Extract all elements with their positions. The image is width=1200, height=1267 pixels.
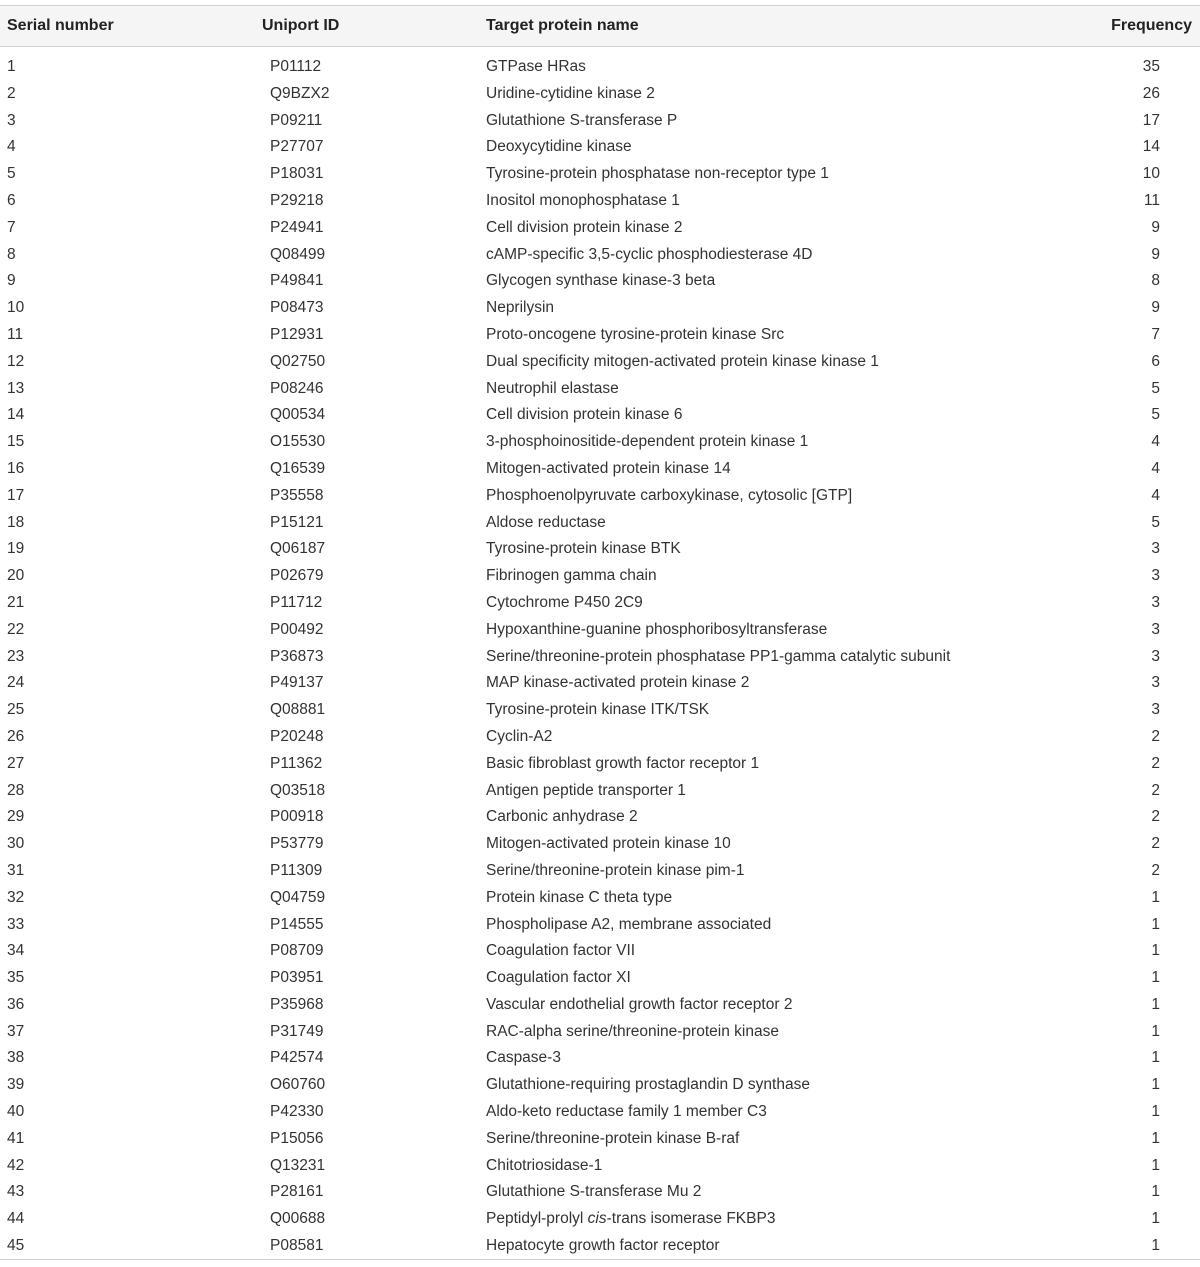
protein-name-cell: cAMP-specific 3,5-cyclic phosphodiesterase 4D: [486, 245, 813, 263]
protein-name-cell: Aldose reductase: [486, 513, 606, 531]
uniprot-id-cell: P00918: [270, 808, 324, 826]
protein-name-cell: Glycogen synthase kinase-3 beta: [486, 272, 716, 290]
serial-cell: 20: [7, 567, 25, 585]
serial-cell: 32: [7, 888, 25, 906]
table-row: [0, 1045, 1200, 1072]
table-row: [0, 912, 1200, 939]
frequency-cell: 7: [1151, 325, 1160, 343]
serial-cell: 11: [7, 325, 24, 343]
uniprot-id-cell: O60760: [270, 1076, 326, 1094]
protein-name-cell: MAP kinase-activated protein kinase 2: [486, 674, 750, 692]
protein-name-cell: Neutrophil elastase: [486, 379, 619, 397]
serial-cell: 34: [7, 942, 25, 960]
uniprot-id-cell: Q04759: [270, 888, 326, 906]
serial-cell: 2: [7, 84, 16, 102]
table-header-row: [0, 5, 1200, 47]
frequency-cell: 5: [1151, 406, 1160, 424]
uniprot-id-cell: Q9BZX2: [270, 84, 330, 102]
frequency-cell: 1: [1151, 1076, 1160, 1094]
protein-name-cell: Aldo-keto reductase family 1 member C3: [486, 1103, 767, 1121]
table-row: [0, 965, 1200, 992]
table-bottom-rule: [0, 1259, 1200, 1260]
table-row: [0, 724, 1200, 751]
table-row: [0, 563, 1200, 590]
table-row: [0, 54, 1200, 81]
table-row: [0, 1019, 1200, 1046]
table-row: [0, 1179, 1200, 1206]
frequency-cell: 3: [1151, 620, 1160, 638]
frequency-cell: 17: [1142, 111, 1160, 129]
uniprot-id-cell: P15121: [270, 513, 324, 531]
uniprot-id-cell: P36873: [270, 647, 324, 665]
frequency-cell: 3: [1151, 540, 1160, 558]
protein-name-cell: Phospholipase A2, membrane associated: [486, 915, 772, 933]
serial-cell: 25: [7, 701, 25, 719]
table-row: [0, 295, 1200, 322]
table-row: [0, 617, 1200, 644]
frequency-cell: 1: [1151, 915, 1160, 933]
serial-cell: 18: [7, 513, 25, 531]
protein-name-cell: Proto-oncogene tyrosine-protein kinase Src: [486, 325, 785, 343]
uniprot-id-cell: P27707: [270, 138, 324, 156]
header-serial-number: Serial number: [7, 17, 114, 34]
uniprot-id-cell: P42574: [270, 1049, 324, 1067]
uniprot-id-cell: Q13231: [270, 1156, 326, 1174]
protein-name-cell: Basic fibroblast growth factor receptor 1: [486, 754, 760, 772]
protein-name-cell: Chitotriosidase-1: [486, 1156, 603, 1174]
serial-cell: 29: [7, 808, 25, 826]
frequency-cell: 3: [1151, 701, 1160, 719]
table-row: [0, 1153, 1200, 1180]
protein-name-cell: Antigen peptide transporter 1: [486, 781, 686, 799]
table-row: [0, 697, 1200, 724]
frequency-cell: 3: [1151, 674, 1160, 692]
table-row: [0, 376, 1200, 403]
uniprot-id-cell: Q00534: [270, 406, 326, 424]
table-row: [0, 161, 1200, 188]
table-row: [0, 268, 1200, 295]
serial-cell: 35: [7, 969, 25, 987]
frequency-cell: 4: [1151, 459, 1160, 477]
serial-cell: 9: [7, 272, 16, 290]
protein-name-cell: Cyclin-A2: [486, 727, 553, 745]
serial-cell: 39: [7, 1076, 25, 1094]
uniprot-id-cell: P31749: [270, 1022, 324, 1040]
table-row: [0, 670, 1200, 697]
frequency-cell: 1: [1151, 942, 1160, 960]
uniprot-id-cell: Q16539: [270, 459, 326, 477]
uniprot-id-cell: P00492: [270, 620, 324, 638]
table-row: [0, 536, 1200, 563]
frequency-cell: 2: [1151, 861, 1160, 879]
serial-cell: 26: [7, 727, 25, 745]
frequency-cell: 2: [1151, 754, 1160, 772]
uniprot-id-cell: P02679: [270, 567, 324, 585]
table-row: [0, 456, 1200, 483]
protein-name-cell: Inositol monophosphatase 1: [486, 191, 680, 209]
uniprot-id-cell: Q08499: [270, 245, 326, 263]
uniprot-id-cell: O15530: [270, 433, 326, 451]
frequency-cell: 2: [1151, 727, 1160, 745]
protein-name-cell: Hypoxanthine-guanine phosphoribosyltransferase: [486, 620, 828, 638]
frequency-cell: 3: [1151, 593, 1160, 611]
uniprot-id-cell: P08581: [270, 1237, 324, 1255]
frequency-cell: 1: [1151, 1183, 1160, 1201]
table-row: [0, 1099, 1200, 1126]
protein-name-cell: Tyrosine-protein phosphatase non-receptor type 1: [486, 165, 829, 183]
frequency-cell: 1: [1151, 1237, 1160, 1255]
serial-cell: 15: [7, 433, 25, 451]
protein-name-cell: Mitogen-activated protein kinase 14: [486, 459, 731, 477]
table-row: [0, 885, 1200, 912]
protein-name-cell: Tyrosine-protein kinase BTK: [486, 540, 681, 558]
uniprot-id-cell: P09211: [270, 111, 323, 129]
frequency-cell: 9: [1151, 245, 1160, 263]
frequency-cell: 5: [1151, 379, 1160, 397]
serial-cell: 24: [7, 674, 25, 692]
frequency-cell: 1: [1151, 1210, 1160, 1228]
serial-cell: 13: [7, 379, 25, 397]
serial-cell: 3: [7, 111, 16, 129]
uniprot-id-cell: P08709: [270, 942, 324, 960]
serial-cell: 17: [7, 486, 25, 504]
uniprot-id-cell: P01112: [270, 58, 322, 75]
protein-name-cell: GTPase HRas: [486, 58, 586, 75]
protein-name-cell: Caspase-3: [486, 1049, 561, 1067]
table-row: [0, 215, 1200, 242]
uniprot-id-cell: Q08881: [270, 701, 326, 719]
frequency-cell: 3: [1151, 567, 1160, 585]
frequency-cell: 11: [1143, 191, 1160, 209]
protein-name-cell: Glutathione S-transferase Mu 2: [486, 1183, 702, 1201]
serial-cell: 42: [7, 1156, 25, 1174]
table-row: [0, 938, 1200, 965]
table-row: [0, 322, 1200, 349]
uniprot-id-cell: P11309: [270, 861, 323, 879]
frequency-cell: 4: [1151, 433, 1160, 451]
frequency-cell: 1: [1151, 969, 1160, 987]
uniprot-id-cell: P08473: [270, 299, 324, 317]
uniprot-id-cell: P53779: [270, 835, 324, 853]
table-body: [0, 47, 1200, 1260]
frequency-cell: 26: [1142, 84, 1160, 102]
protein-name-cell: Uridine-cytidine kinase 2: [486, 84, 655, 102]
protein-name-cell: Hepatocyte growth factor receptor: [486, 1237, 720, 1255]
protein-name-cell: Coagulation factor VII: [486, 942, 636, 960]
protein-name-cell: Neprilysin: [486, 299, 555, 317]
frequency-cell: 6: [1151, 352, 1160, 370]
table-row: [0, 1233, 1200, 1260]
serial-cell: 10: [7, 299, 25, 317]
table-row: [0, 510, 1200, 537]
protein-name-cell: Carbonic anhydrase 2: [486, 808, 638, 826]
frequency-cell: 2: [1151, 808, 1160, 826]
serial-cell: 23: [7, 647, 25, 665]
serial-cell: 21: [7, 593, 25, 611]
table-row: [0, 483, 1200, 510]
serial-cell: 16: [7, 459, 25, 477]
uniprot-id-cell: Q00688: [270, 1210, 326, 1228]
frequency-cell: 1: [1151, 1129, 1160, 1147]
uniprot-id-cell: P14555: [270, 915, 324, 933]
frequency-cell: 9: [1151, 299, 1160, 317]
uniprot-id-cell: P18031: [270, 165, 324, 183]
serial-cell: 38: [7, 1049, 25, 1067]
serial-cell: 14: [7, 406, 25, 424]
protein-name-cell: Vascular endothelial growth factor receptor 2: [486, 995, 793, 1013]
frequency-cell: 1: [1151, 1049, 1160, 1067]
serial-cell: 27: [7, 754, 25, 772]
table-row: [0, 242, 1200, 269]
table-row: [0, 429, 1200, 456]
serial-cell: 36: [7, 995, 25, 1013]
table-row: [0, 134, 1200, 161]
frequency-cell: 4: [1151, 486, 1160, 504]
header-target-protein-name: Target protein name: [486, 17, 639, 34]
table-row: [0, 831, 1200, 858]
serial-cell: 4: [7, 138, 16, 156]
protein-name-cell: Peptidyl-prolyl cis-trans isomerase FKBP3: [486, 1210, 776, 1228]
uniprot-id-cell: P11362: [270, 754, 323, 772]
serial-cell: 45: [7, 1237, 25, 1255]
frequency-cell: 1: [1151, 1022, 1160, 1040]
frequency-cell: 1: [1151, 1156, 1160, 1174]
protein-name-cell: Fibrinogen gamma chain: [486, 567, 657, 585]
serial-cell: 40: [7, 1103, 25, 1121]
uniprot-id-cell: P03951: [270, 969, 324, 987]
protein-name-cell: Mitogen-activated protein kinase 10: [486, 835, 731, 853]
uniprot-id-cell: P29218: [270, 191, 324, 209]
frequency-cell: 1: [1151, 1103, 1160, 1121]
uniprot-id-cell: P11712: [270, 593, 323, 611]
table-row: [0, 804, 1200, 831]
serial-cell: 30: [7, 835, 25, 853]
frequency-cell: 3: [1151, 647, 1160, 665]
table-row: [0, 81, 1200, 108]
frequency-cell: 1: [1151, 888, 1160, 906]
protein-name-cell: 3-phosphoinositide-dependent protein kinase 1: [486, 433, 809, 451]
serial-cell: 5: [7, 165, 16, 183]
frequency-cell: 8: [1151, 272, 1160, 290]
protein-name-cell: Cell division protein kinase 2: [486, 218, 683, 236]
uniprot-id-cell: P20248: [270, 727, 324, 745]
frequency-cell: 5: [1151, 513, 1160, 531]
frequency-cell: 35: [1142, 58, 1160, 75]
serial-cell: 12: [7, 352, 25, 370]
protein-name-cell: Cytochrome P450 2C9: [486, 593, 643, 611]
serial-cell: 1: [7, 58, 16, 75]
frequency-cell: 14: [1142, 138, 1160, 156]
protein-name-cell: Glutathione S-transferase P: [486, 111, 678, 129]
protein-target-table: [0, 5, 1200, 1260]
uniprot-id-cell: Q06187: [270, 540, 326, 558]
uniprot-id-cell: P28161: [270, 1183, 324, 1201]
table-row: [0, 644, 1200, 671]
table-row: [0, 858, 1200, 885]
frequency-cell: 10: [1142, 165, 1160, 183]
table-row: [0, 1206, 1200, 1233]
uniprot-id-cell: P24941: [270, 218, 324, 236]
uniprot-id-cell: P35558: [270, 486, 324, 504]
serial-cell: 44: [7, 1210, 25, 1228]
uniprot-id-cell: P49137: [270, 674, 324, 692]
protein-name-cell: Dual specificity mitogen-activated protein kinase kinase 1: [486, 352, 879, 370]
table-row: [0, 778, 1200, 805]
table-row: [0, 751, 1200, 778]
header-frequency: Frequency: [1111, 17, 1192, 34]
table-row: [0, 108, 1200, 135]
frequency-cell: 2: [1151, 781, 1160, 799]
protein-name-cell: RAC-alpha serine/threonine-protein kinase: [486, 1022, 779, 1040]
uniprot-id-cell: P42330: [270, 1103, 324, 1121]
serial-cell: 41: [7, 1129, 25, 1147]
serial-cell: 37: [7, 1022, 25, 1040]
protein-name-cell: Serine/threonine-protein phosphatase PP1-gamma catalytic subunit: [486, 647, 951, 665]
table-row: [0, 992, 1200, 1019]
uniprot-id-cell: Q03518: [270, 781, 326, 799]
protein-name-cell: Serine/threonine-protein kinase B-raf: [486, 1129, 740, 1147]
protein-name-cell: Tyrosine-protein kinase ITK/TSK: [486, 701, 710, 719]
protein-name-cell: Glutathione-requiring prostaglandin D synthase: [486, 1076, 810, 1094]
table-row: [0, 1126, 1200, 1153]
serial-cell: 19: [7, 540, 25, 558]
table-row: [0, 402, 1200, 429]
table-row: [0, 1072, 1200, 1099]
frequency-cell: 2: [1151, 835, 1160, 853]
serial-cell: 22: [7, 620, 25, 638]
uniprot-id-cell: P15056: [270, 1129, 324, 1147]
serial-cell: 43: [7, 1183, 25, 1201]
header-uniprot-id: Uniport ID: [262, 17, 340, 34]
serial-cell: 33: [7, 915, 25, 933]
serial-cell: 8: [7, 245, 16, 263]
serial-cell: 31: [7, 861, 25, 879]
uniprot-id-cell: P49841: [270, 272, 324, 290]
uniprot-id-cell: Q02750: [270, 352, 326, 370]
protein-name-cell: Phosphoenolpyruvate carboxykinase, cytosolic [GTP]: [486, 486, 853, 504]
protein-name-cell: Deoxycytidine kinase: [486, 138, 632, 156]
frequency-cell: 1: [1151, 995, 1160, 1013]
uniprot-id-cell: P12931: [270, 325, 324, 343]
serial-cell: 7: [7, 218, 16, 236]
serial-cell: 6: [7, 191, 16, 209]
protein-name-cell: Protein kinase C theta type: [486, 888, 673, 906]
protein-name-cell: Coagulation factor XI: [486, 969, 631, 987]
table-row: [0, 188, 1200, 215]
table-row: [0, 349, 1200, 376]
uniprot-id-cell: P35968: [270, 995, 324, 1013]
table-row: [0, 590, 1200, 617]
uniprot-id-cell: P08246: [270, 379, 324, 397]
serial-cell: 28: [7, 781, 25, 799]
protein-name-cell: Cell division protein kinase 6: [486, 406, 683, 424]
protein-name-cell: Serine/threonine-protein kinase pim-1: [486, 861, 745, 879]
frequency-cell: 9: [1151, 218, 1160, 236]
